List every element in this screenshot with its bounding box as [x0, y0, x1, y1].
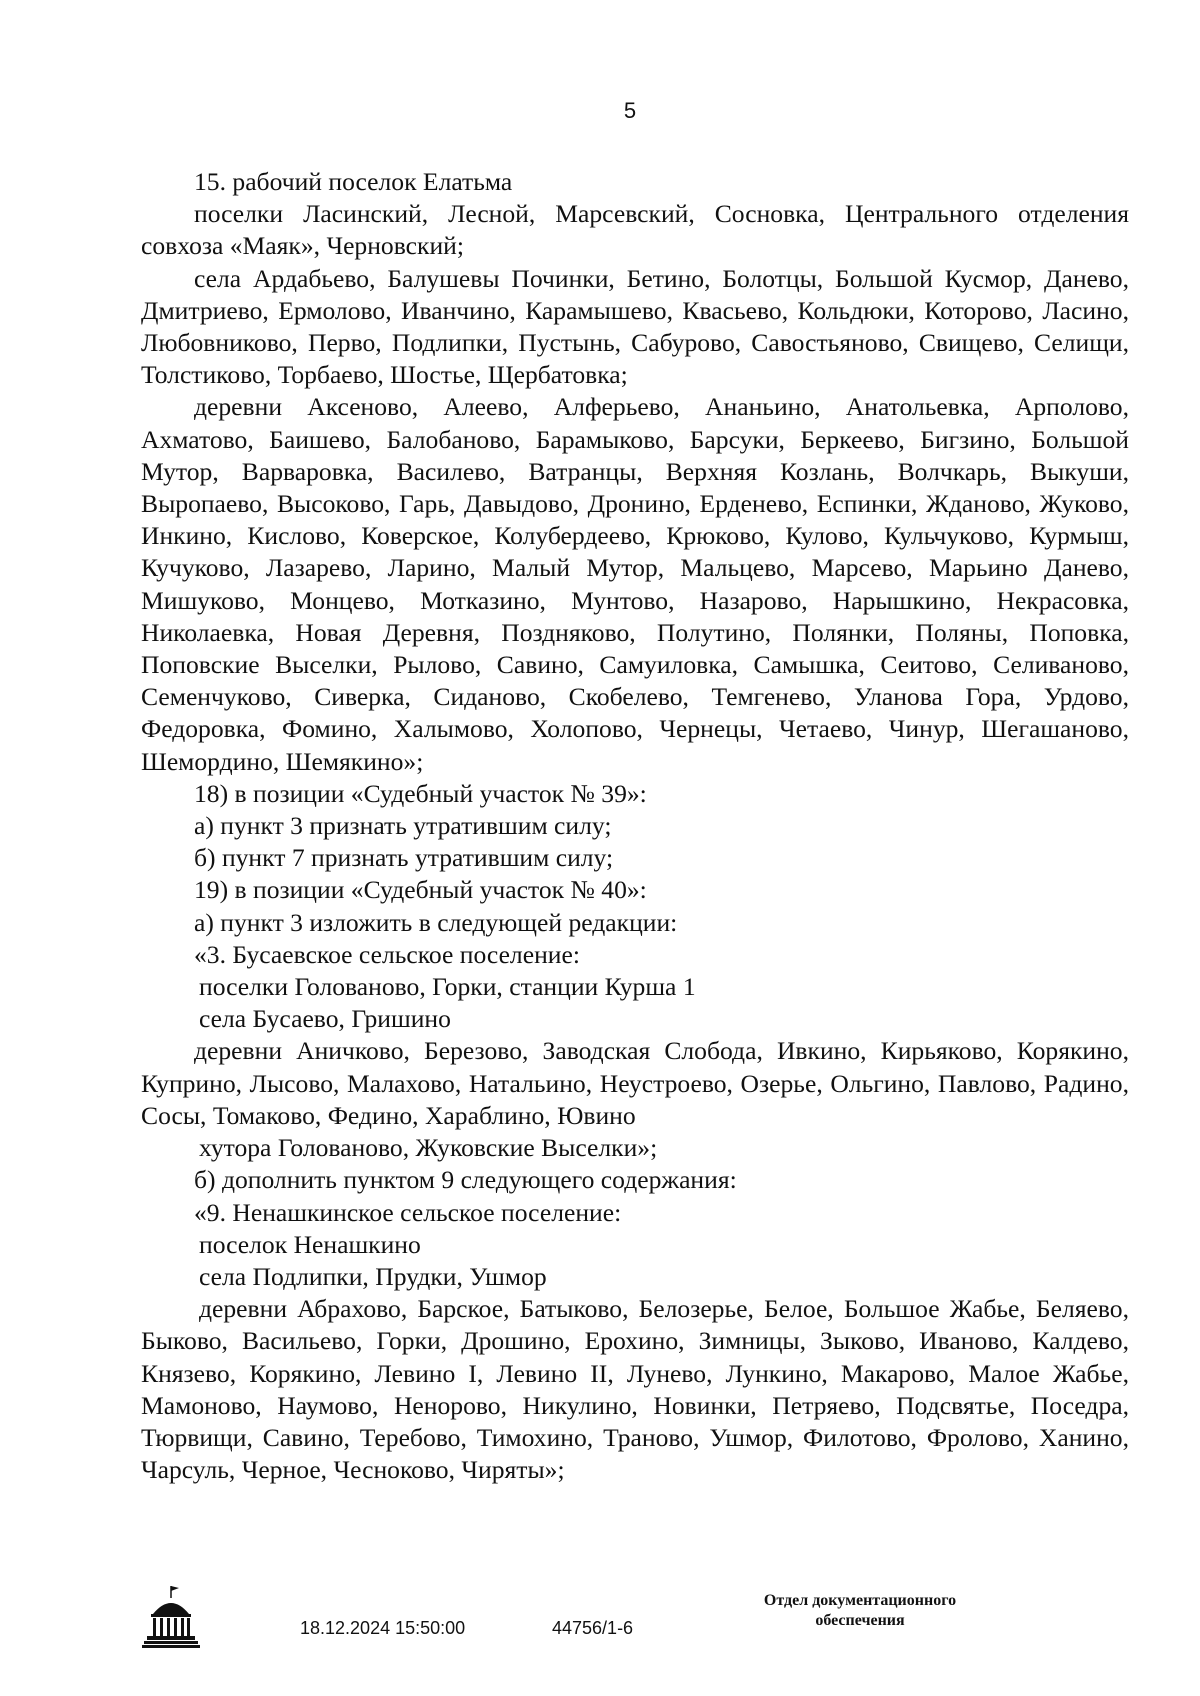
department-line: Отдел документационного [763, 1592, 957, 1609]
paragraph: 19) в позиции «Судебный участок № 40»: [194, 875, 647, 905]
paragraph: поселки Ласинский, Лесной, Марсевский, Сосновка, Центрального отделения совхоза «Маяк», Черновский; [141, 199, 1129, 261]
paragraph: села Подлипки, Прудки, Ушмор [199, 1261, 547, 1291]
paragraph: б) дополнить пунктом 9 следующего содержания: [194, 1165, 737, 1195]
footer-department [710, 1591, 1010, 1631]
footer-doc-number: 44756/1-6 [552, 1618, 634, 1638]
paragraph: 15. рабочий поселок Елатьма [194, 167, 513, 196]
page-number: 5 [623, 98, 637, 123]
paragraph: деревни Абрахово, Барское, Батыково, Белозерье, Белое, Большое Жабье, Беляево, Быково, Васильево, Горки, Дрошино, Ерохино, Зимницы, Зыково, Иваново, Калдево, Князево, Корякино, Левино I, Левино II, Лунево, Лункино, Макарово, Малое Жабье, Мамоново, Наумово, Ненорово, Никулино, Новинки, Петряево, Подсвятье, Поседра, Тюрвищи, Савино, Теребово, Тимохино, Траново, Ушмор, Филотово, Фролово, Ханино, Чарсуль, Черное, Чесноково, Чиряты»; [141, 1294, 1129, 1485]
duma-emblem-icon [141, 1584, 201, 1650]
paragraph: поселки Голованово, Горки, станции Курша 1 [199, 972, 696, 1002]
footer-datetime: 18.12.2024 15:50:00 [300, 1618, 466, 1638]
paragraph: 18) в позиции «Судебный участок № 39»: [194, 778, 647, 808]
paragraph: села Бусаево, Гришино [199, 1004, 451, 1034]
department-line: обеспечения [815, 1612, 905, 1629]
document-footer [0, 1570, 1200, 1670]
paragraph: «3. Бусаевское сельское поселение: [194, 939, 580, 969]
paragraph: «9. Ненашкинское сельское поселение: [194, 1197, 622, 1227]
paragraph: б) пункт 7 признать утратившим силу; [194, 843, 614, 873]
paragraph: села Ардабьево, Балушевы Починки, Бетино, Болотцы, Большой Кусмор, Данево, Дмитриево, Ермолово, Иванчино, Карамышево, Квасьево, Кольдюки, Которово, Ласино, Любовниково, Перво, Подлипки, Пустынь, Сабурово, Савостьяново, Свищево, Селищи, Толстиково, Торбаево, Шостье, Щербатовка; [141, 263, 1129, 390]
paragraph: деревни Аничково, Березово, Заводская Слобода, Ивкино, Кирьяково, Корякино, Куприно, Лысово, Малахово, Натальино, Неустроево, Озерье, Ольгино, Павлово, Радино, Сосы, Томаково, Федино, Хараблино, Ювино [141, 1036, 1129, 1130]
paragraph: поселок Ненашкино [199, 1229, 421, 1259]
paragraph: а) пункт 3 признать утратившим силу; [194, 811, 612, 841]
paragraph: а) пункт 3 изложить в следующей редакции: [194, 907, 678, 937]
paragraph: хутора Голованово, Жуковские Выселки»; [199, 1133, 658, 1163]
paragraph: деревни Аксеново, Алеево, Алферьево, Ананьино, Анатольевка, Арполово, Ахматово, Баишево, Балобаново, Барамыково, Барсуки, Беркеево, Бигзино, Большой Мутор, Варваровка, Василево, Ватранцы, Верхняя Козлань, Волчкарь, Выкуши, Выропаево, Высоково, Гарь, Давыдово, Дронино, Ерденево, Еспинки, Жданово, Жуково, Инкино, Кислово, Коверское, Колубердеево, Крюково, Кулово, Кульчуково, Курмыш, Кучуково, Лазарево, Ларино, Малый Мутор, Мальцево, Марсево, Марьино Данево, Мишуково, Монцево, Мотказино, Мунтово, Назарово, Нарышкино, Некрасовка, Николаевка, Новая Деревня, Поздняково, Полутино, Полянки, Поляны, Поповка, Поповские Выселки, Рылово, Савино, Самуиловка, Самышка, Сеитово, Селиваново, Семенчуково, Сиверка, Сиданово, Скобелево, Темгенево, Уланова Гора, Урдово, Федоровка, Фомино, Халымово, Холопово, Чернецы, Четаево, Чинур, Шегашаново, Шемордино, Шемякино»; [141, 392, 1129, 776]
document-body [141, 166, 1129, 1486]
